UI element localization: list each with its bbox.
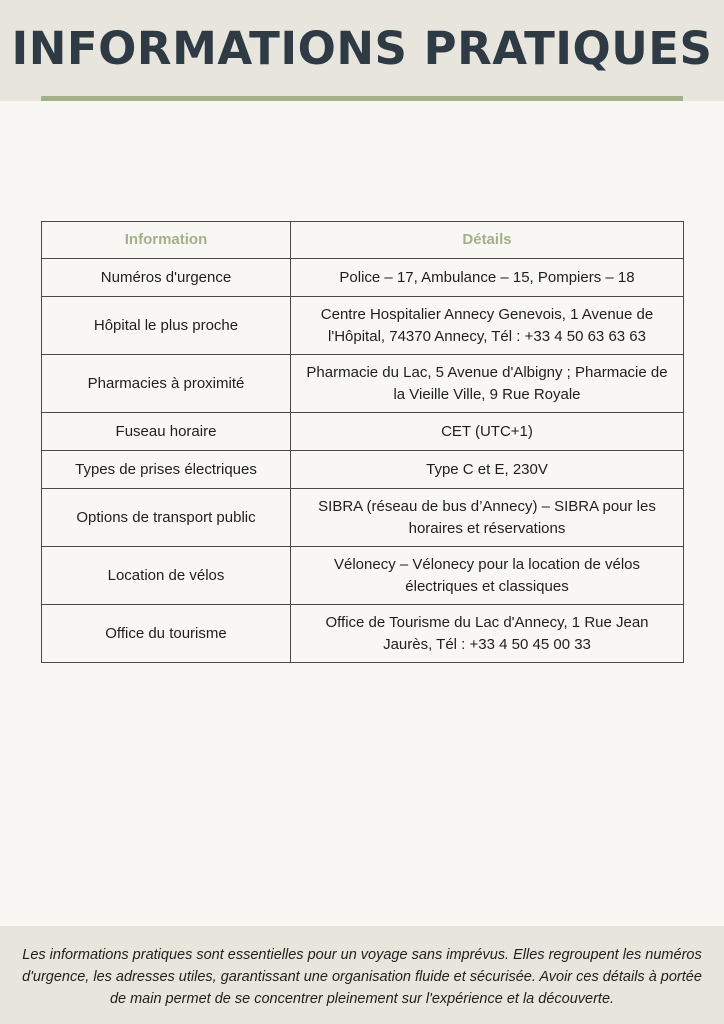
table-row xyxy=(42,297,684,355)
row-details: Police – 17, Ambulance – 15, Pompiers – 18 xyxy=(291,259,684,297)
title-underline xyxy=(41,96,683,101)
table-row xyxy=(42,355,684,413)
row-details: Pharmacie du Lac, 5 Avenue d'Albigny ; Pharmacie de la Vieille Ville, 9 Rue Royale xyxy=(291,355,684,413)
row-label: Office du tourisme xyxy=(42,605,291,663)
row-label: Numéros d'urgence xyxy=(42,259,291,297)
row-label: Hôpital le plus proche xyxy=(42,297,291,355)
row-details: SIBRA (réseau de bus d’Annecy) – SIBRA pour les horaires et réservations xyxy=(291,489,684,547)
table-row xyxy=(42,413,684,451)
footer-paragraph: Les informations pratiques sont essentielles pour un voyage sans imprévus. Elles regroupent les numéros d'urgence, les adresses utiles, garantissant une organisation fluide et sécurisée. Avoir ces détails à portée de main permet de se concentrer pleinement sur l'expérience et la découverte. xyxy=(22,947,702,1007)
column-header-details: Détails xyxy=(291,222,684,259)
column-header-information: Information xyxy=(42,222,291,259)
row-details: Type C et E, 230V xyxy=(291,451,684,489)
table-row xyxy=(42,451,684,489)
table-row xyxy=(42,489,684,547)
info-table xyxy=(41,221,684,663)
table-row xyxy=(42,547,684,605)
row-details: Office de Tourisme du Lac d'Annecy, 1 Rue Jean Jaurès, Tél : +33 4 50 45 00 33 xyxy=(291,605,684,663)
row-details: CET (UTC+1) xyxy=(291,413,684,451)
row-details: Vélonecy – Vélonecy pour la location de vélos électriques et classiques xyxy=(291,547,684,605)
row-details: Centre Hospitalier Annecy Genevois, 1 Avenue de l'Hôpital, 74370 Annecy, Tél : +33 4 50 63 63 63 xyxy=(291,297,684,355)
table-row xyxy=(42,259,684,297)
row-label: Fuseau horaire xyxy=(42,413,291,451)
row-label: Types de prises électriques xyxy=(42,451,291,489)
table-header-row xyxy=(42,222,684,259)
row-label: Location de vélos xyxy=(42,547,291,605)
row-label: Options de transport public xyxy=(42,489,291,547)
row-label: Pharmacies à proximité xyxy=(42,355,291,413)
page-title: INFORMATIONS PRATIQUES xyxy=(11,22,713,75)
table-row xyxy=(42,605,684,663)
